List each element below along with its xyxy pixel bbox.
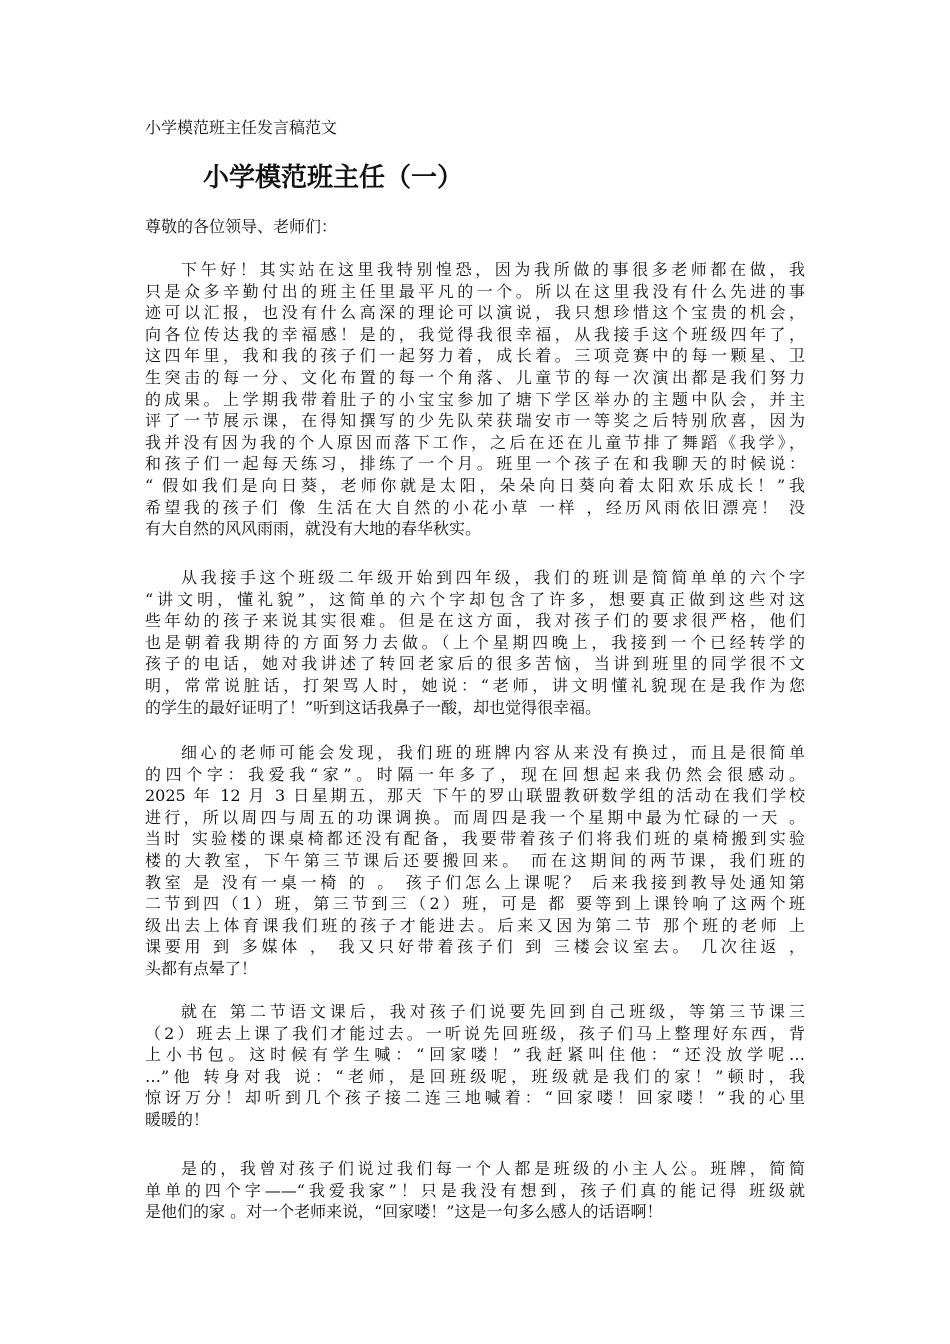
paragraph-line: 细心的老师可能会发现，我们班的班牌内容从来没有换过，而且是很简单 <box>181 743 805 762</box>
paragraph-line: 进行，所以周四与周五的功课调换。而周四是我一个星期中最为忙碌的一天 。 <box>145 807 805 827</box>
paragraph-line: 的四个字：我爱我“家”。时隔一年多了，现在回想起来我仍然会很感动。 <box>145 764 805 784</box>
paragraph-line: 迹可以汇报，也没有什么高深的理论可以演说，我只想珍惜这个宝贵的机会， <box>145 303 805 323</box>
paragraph-line: （2）班去上课了我们才能过去。一听说先回班级，孩子们马上整理好东西，背 <box>145 1023 805 1043</box>
paragraph-line: 楼的大教室，下午第三节课后还要搬回来。 而在这期间的两节课，我们班的 <box>145 850 805 870</box>
paragraph-line: 向各位传达我的幸福感！是的，我觉得我很幸福，从我接手这个班级四年了， <box>145 324 805 344</box>
document-title: 小学模范班主任（一） <box>203 163 464 193</box>
paragraph-line: 单单的四个字——“我爱我家”！只是我没有想到，孩子们真的能记得 班级就 <box>145 1180 805 1200</box>
paragraph-line: 二节到四（1）班，第三节到三（2）班，可是 都 要等到上课铃响了这两个班 <box>145 894 805 914</box>
paragraph-line: 就在 第二节语文课后，我对孩子们说要先回到自己班级，等第三节课三 <box>181 1002 805 1021</box>
paragraph-line: 些年幼的孩子来说其实很难。但是在这方面，我对孩子们的要求很严格，他们 <box>145 611 805 631</box>
paragraph-line: 从我接手这个班级二年级开始到四年级，我们的班训是简简单单的六个字 <box>181 568 805 587</box>
paragraph-line: 下午好！其实站在这里我特别惶恐，因为我所做的事很多老师都在做，我 <box>181 260 805 279</box>
paragraph-line: 2025 年 12 月 3 日星期五，那天 下午的罗山联盟教研数学组的活动在我们学校 <box>145 786 805 806</box>
paragraph-line: 级出去上体育课我们班的孩子才能进去。后来又因为第二节 那个班的老师 上 <box>145 915 805 935</box>
paragraph-line: 的学生的最好证明了！”听到这话我鼻子一酸，却也觉得很幸福。 <box>145 697 602 717</box>
paragraph-line: 也是朝着我期待的方面努力去做。（上个星期四晚上，我接到一个已经转学的 <box>145 632 805 652</box>
paragraph-line: 当时 实验楼的课桌椅都还没有配备，我要带着孩子们将我们班的桌椅搬到实验 <box>145 829 805 849</box>
paragraph-3 <box>145 742 805 980</box>
paragraph-line: 上小书包。这时候有学生喊：“回家喽！”我赶紧叫住他：“还没放学呢… <box>145 1045 805 1065</box>
paragraph-line: 这四年里，我和我的孩子们一起努力着，成长着。三项竞赛中的每一颗星、卫 <box>145 346 805 366</box>
paragraph-line: 教室 是 没有一桌一椅 的 。 孩子们怎么上课呢？ 后来我接到教导处通知第 <box>145 872 805 892</box>
paragraph-line: 有大自然的风风雨雨，就没有大地的春华秋实。 <box>145 519 482 539</box>
paragraph-line: 的成果。上学期我带着肚子的小宝宝参加了塘下学区举办的主题中队会，并主 <box>145 389 805 409</box>
paragraph-line: 评了一节展示课，在得知撰写的少先队荣获瑞安市一等奖之后特别欣喜，因为 <box>145 411 805 431</box>
paragraph-line: 和孩子们一起每天练习，排练了一个月。班里一个孩子在和我聊天的时候说： <box>145 454 805 474</box>
paragraph-4 <box>145 1001 805 1131</box>
paragraph-line: 希望我的孩子们 像 生活在大自然的小花小草 一样 ，经历风雨依旧漂亮！ 没 <box>145 497 805 517</box>
paragraph-line: 惊讶万分！却听到几个孩子接二连三地喊着：“回家喽！回家喽！”我的心里 <box>145 1088 805 1108</box>
paragraph-line: “ 假如我们是向日葵，老师你就是太阳，朵朵向日葵向着太阳欢乐成长！”我 <box>145 475 805 495</box>
paragraph-line: 孩子的电话，她对我讲述了转回老家后的很多苦恼，当讲到班里的同学很不文 <box>145 654 805 674</box>
paragraph-1 <box>145 259 805 540</box>
paragraph-line: 是的，我曾对孩子们说过我们每一个人都是班级的小主人公。班牌，简简 <box>181 1159 805 1178</box>
paragraph-line: 只是众多辛勤付出的班主任里最平凡的一个。所以在这里我没有什么先进的事 <box>145 281 805 301</box>
paragraph-line: 头都有点晕了！ <box>145 958 258 978</box>
paragraph-line: 明，常常说脏话，打架骂人时，她说：“老师，讲文明懂礼貌现在是我作为您 <box>145 675 805 695</box>
paragraph-2 <box>145 567 805 718</box>
paragraph-line: 课要用 到 多媒体 ， 我又只好带着孩子们 到 三楼会议室去。 几次往返 ， <box>145 937 805 957</box>
salutation: 尊敬的各位领导、老师们： <box>145 217 338 236</box>
paragraph-line: 我并没有因为我的个人原因而落下工作，之后在还在儿童节排了舞蹈《我学》， <box>145 432 805 452</box>
paragraph-line: 暖暖的！ <box>145 1109 210 1129</box>
paragraph-line: “讲文明，懂礼貌”，这简单的六个字却包含了许多，想要真正做到这些对这 <box>145 589 805 609</box>
paragraph-5 <box>145 1158 805 1223</box>
paragraph-line: 生突击的每一分、文化布置的每一个角落、儿童节的每一次演出都是我们努力 <box>145 367 805 387</box>
paragraph-line: 是他们的家 。对一个老师来说，“回家喽！”这是一句多么感人的话语啊！ <box>145 1202 663 1222</box>
paragraph-line: …”他 转身对我 说：“老师，是回班级呢，班级就是我们的家！”顿时，我 <box>145 1066 805 1086</box>
document-label: 小学模范班主任发言稿范文 <box>145 118 338 137</box>
